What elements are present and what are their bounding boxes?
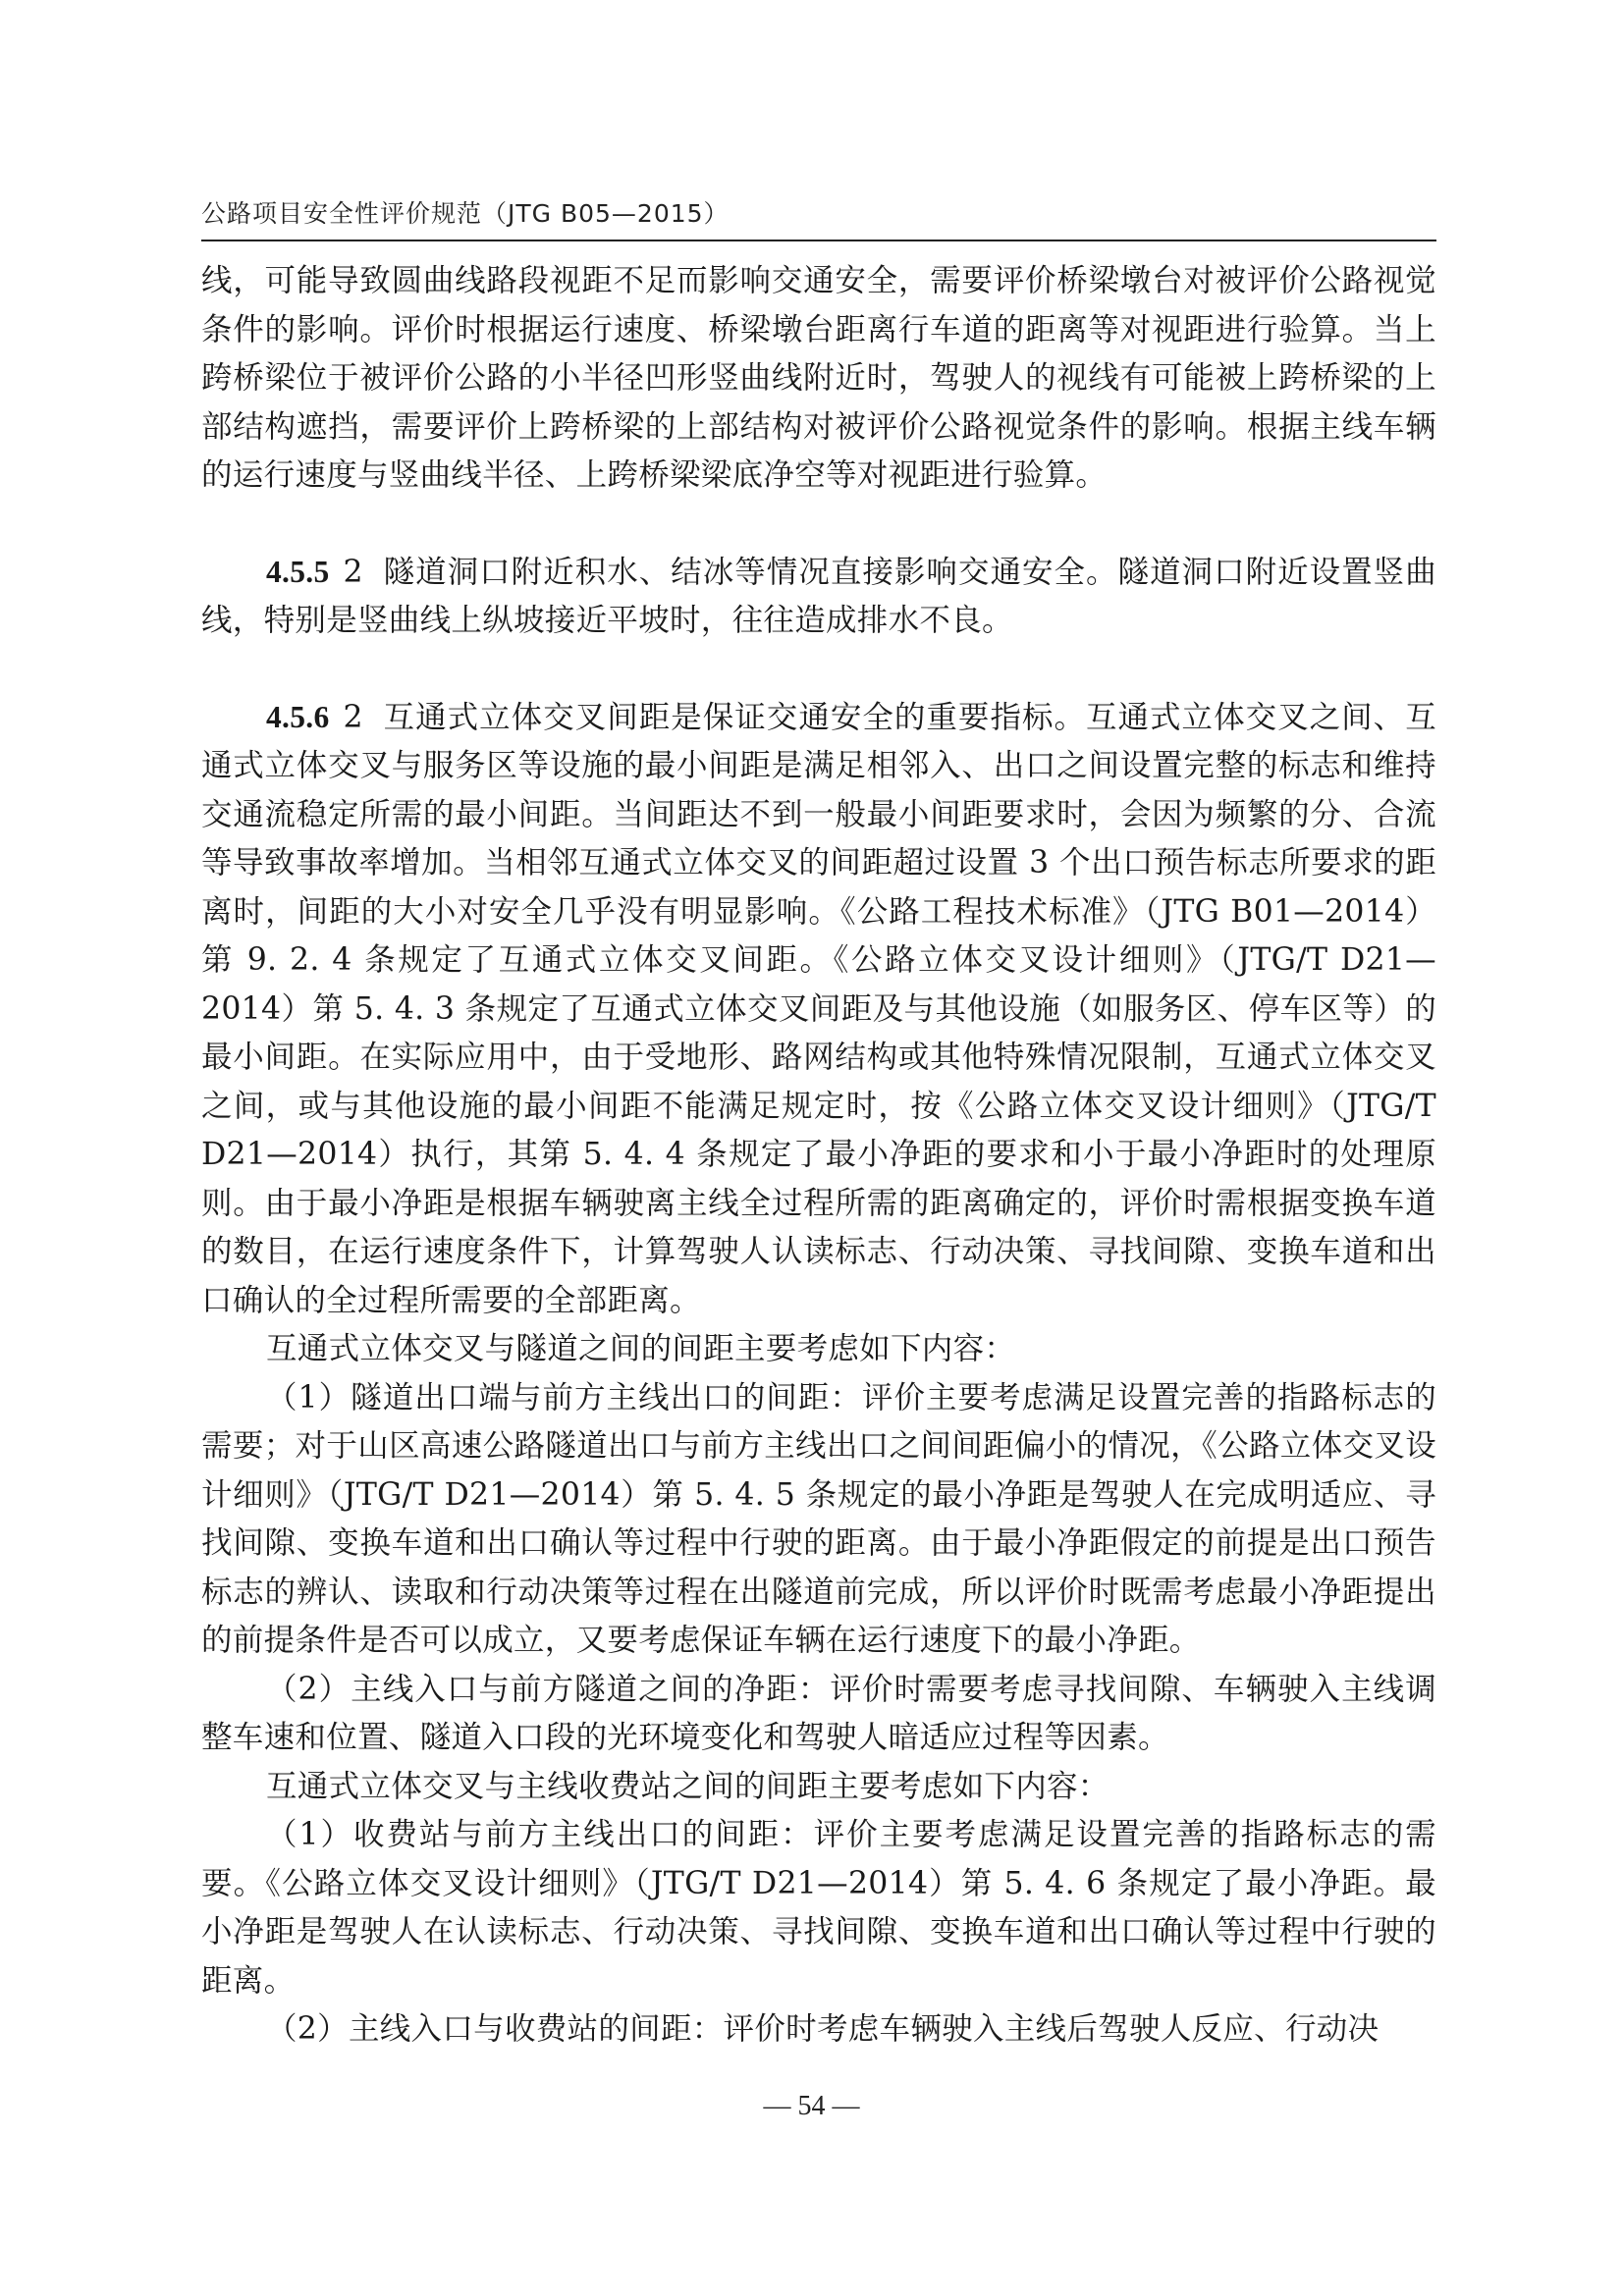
clause-text: 互通式立体交叉间距是保证交通安全的重要指标。互通式立体交叉之间、互通式立体交叉与服务区等设施的最小间距是满足相邻入、出口之间设置完整的标志和维持交通流稳定所需的最小间距。当间距达不到一般最小间距要求时，会因为频繁的分、合流等导致事故率增加。当相邻互通式立体交叉的间距超过设置 3 个出口预告标志所要求的距离时，间距的大小对安全几乎没有明显影响。《公路工程技术标准》（JTG B01—2014）第 9. 2. 4 条规定了互通式立体交叉间距。《公路立体交叉设计细则》（JTG/T D21—2014）第 5. 4. 3 条规定了互通式立体交叉间距及与其他设施（如服务区、停车区等）的最小间距。在实际应用中，由于受地形、路网结构或其他特殊情况限制，互通式立体交叉之间，或与其他设施的最小间距不能满足规定时，按《公路立体交叉设计细则》（JTG/T D21—2014）执行，其第 5. 4. 4 条规定了最小净距的要求和小于最小净距时的处理原则。由于最小净距是根据车辆驶离主线全过程所需的距离确定的，评价时需根据变换车道的数目，在运行速度条件下，计算驾驶人认读标志、行动决策、寻找间隙、变换车道和出口确认的全过程所需要的全部距离。 [201,699,1436,1318]
paragraph-toll-intro: 互通式立体交叉与主线收费站之间的间距主要考虑如下内容： [266,1768,1109,1804]
paragraph-continuation: 线，可能导致圆曲线路段视距不足而影响交通安全，需要评价桥梁墩台对被评价公路视觉条件的影响。评价时根据运行速度、桥梁墩台距离行车道的距离等对视距进行验算。当上跨桥梁位于被评价公路的小半径凹形竖曲线附近时，驾驶人的视线有可能被上跨桥梁的上部结构遮挡，需要评价上跨桥梁的上部结构对被评价公路视觉条件的影响。根据主线车辆的运行速度与竖曲线半径、上跨桥梁梁底净空等对视距进行验算。 [201,263,1436,493]
clause-number: 4.5.6 [266,699,330,734]
clause-4-5-6 [201,693,1436,1326]
item-number: 2 [343,699,363,735]
clause-number: 4.5.5 [266,554,330,589]
paragraph-toll-item-1: （1）收费站与前方主线出口的间距：评价主要考虑满足设置完善的指路标志的需要。《公路立体交叉设计细则》（JTG/T D21—2014）第 5. 4. 6 条规定了最小净距。最小净距是驾驶人在认读标志、行动决策、寻找间隙、变换车道和出口确认等过程中行驶的距离。 [201,1817,1436,1999]
body-text [201,257,1436,2055]
section-gap [201,646,1436,693]
paragraph-tunnel-item-2: （2）主线入口与前方隧道之间的净距：评价时需要考虑寻找间隙、车辆驶入主线调整车速和位置、隧道入口段的光环境变化和驾驶人暗适应过程等因素。 [201,1671,1436,1755]
item-number: 2 [343,554,363,590]
paragraph-toll-item-2: （2）主线入口与收费站的间距：评价时考虑车辆驶入主线后驾驶人反应、行动决 [266,2011,1380,2047]
running-header: 公路项目安全性评价规范（JTG B05—2015） [201,199,730,228]
header-rule [201,240,1436,241]
page-number: — 54 — [763,2091,860,2121]
clause-text: 隧道洞口附近积水、结冰等情况直接影响交通安全。隧道洞口附近设置竖曲线，特别是竖曲线上纵坡接近平坡时，往往造成排水不良。 [201,554,1436,638]
clause-4-5-5 [201,548,1436,646]
paragraph-tunnel-item-1: （1）隧道出口端与前方主线出口的间距：评价主要考虑满足设置完善的指路标志的需要；对于山区高速公路隧道出口与前方主线出口之间间距偏小的情况，《公路立体交叉设计细则》（JTG/T D21—2014）第 5. 4. 5 条规定的最小净距是驾驶人在完成明适应、寻找间隙、变换车道和出口确认等过程中行驶的距离。由于最小净距假定的前提是出口预告标志的辨认、读取和行动决策等过程在出隧道前完成，所以评价时既需考虑最小净距提出的前提条件是否可以成立，又要考虑保证车辆在运行速度下的最小净距。 [201,1379,1436,1658]
section-gap [201,501,1436,548]
paragraph-tunnel-intro: 互通式立体交叉与隧道之间的间距主要考虑如下内容： [266,1331,1016,1366]
